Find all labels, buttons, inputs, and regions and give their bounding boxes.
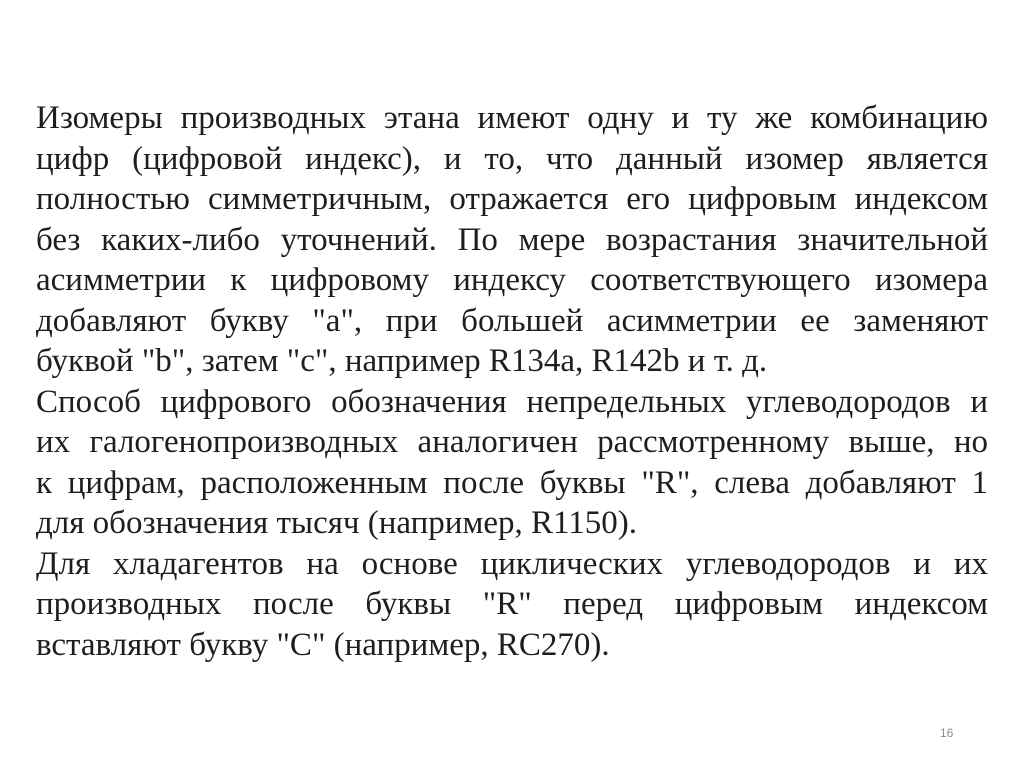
- text-line: без каких-либо уточнений. По мере возрастания значительной: [36, 221, 988, 258]
- text-line: для обозначения тысяч (например, R1150).: [36, 505, 637, 541]
- text-line: вставляют букву "C" (например, RC270).: [36, 626, 610, 663]
- text-line: производных после буквы "R" перед цифровым индексом: [36, 586, 988, 622]
- page-number: 16: [940, 726, 954, 740]
- paragraph-3: [36, 544, 988, 666]
- text-line: буквой "b", затем "c", например R134a, R142b и т. д.: [36, 343, 768, 379]
- text-line: Для хладагентов на основе циклических углеводородов и их: [36, 545, 988, 582]
- text-line: Изомеры производных этана имеют одну и ту же комбинацию: [36, 100, 988, 136]
- text-line: к цифрам, расположенным после буквы "R", слева добавляют 1: [36, 464, 988, 501]
- text-line: цифр (цифровой индекс), и то, что данный изомер является: [36, 140, 988, 177]
- text-line: полностью симметричным, отражается его цифровым индексом: [36, 181, 988, 217]
- text-line: Способ цифрового обозначения непредельных углеводородов и: [36, 383, 988, 420]
- text-line: их галогенопроизводных аналогичен рассмотренному выше, но: [36, 424, 988, 460]
- text-line: добавляют букву "a", при большей асимметрии ее заменяют: [36, 302, 988, 339]
- slide-body-text: [36, 98, 988, 665]
- text-line: асимметрии к цифровому индексу соответствующего изомера: [36, 262, 988, 298]
- paragraph-2: [36, 382, 988, 544]
- paragraph-1: [36, 98, 988, 382]
